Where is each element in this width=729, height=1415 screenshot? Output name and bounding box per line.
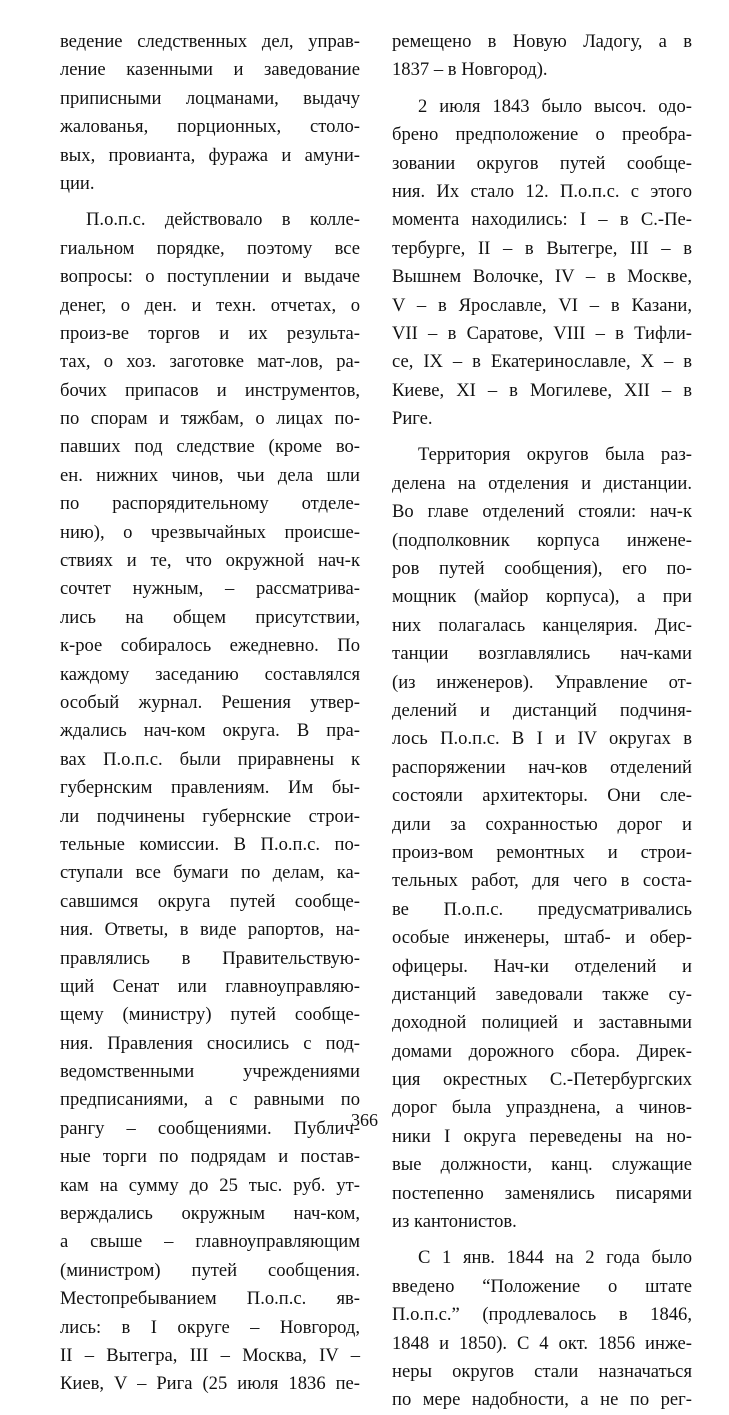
- text-line: них полагалась канцелярия. Дис-: [392, 614, 692, 636]
- text-line: щему (министру) путей сообще-: [60, 1004, 360, 1026]
- text-line: ствиях и те, что окружной нач-к: [60, 550, 360, 572]
- text-line: 1837 – в Новгород).: [392, 59, 548, 81]
- left-column: [60, 28, 360, 1399]
- text-line: нию), о чрезвычайных происше-: [60, 521, 360, 543]
- text-line: доходной полицией и заставными: [392, 1012, 692, 1034]
- text-line: по распорядительному отделе-: [60, 493, 360, 515]
- text-line: Вышнем Волочке, IV – в Москве,: [392, 266, 692, 288]
- text-line: танции возглавлялись нач-ками: [392, 643, 692, 665]
- text-line: предписаниями, а с равными по: [60, 1089, 360, 1111]
- text-line: мощник (майор корпуса), а при: [392, 586, 692, 608]
- text-line: вые должности, канц. служащие: [392, 1154, 692, 1176]
- text-line: дили за сохранностью дорог и: [392, 813, 692, 835]
- text-line: брено предположение о преобра-: [392, 124, 692, 146]
- text-line: Риге.: [392, 408, 433, 430]
- text-line: ведомственными учреждениями: [60, 1061, 360, 1083]
- text-line: Киев, V – Рига (25 июля 1836 пе-: [60, 1373, 360, 1395]
- text-line: (подполковник корпуса инжене-: [392, 529, 692, 551]
- text-line: ния. Ответы, в виде рапортов, на-: [60, 919, 360, 941]
- text-line: по спорам и тяжбам, о лицах по-: [60, 408, 360, 430]
- text-line: особый журнал. Решения утвер-: [60, 691, 360, 713]
- text-line: каждому заседанию составлялся: [60, 663, 360, 685]
- text-line: Киеве, XI – в Могилеве, XII – в: [392, 379, 692, 401]
- text-line: вах П.о.п.с. были приравнены к: [60, 748, 360, 770]
- page-number: 366: [351, 1110, 378, 1130]
- text-line: ждались нач-ком округа. В пра-: [60, 720, 360, 742]
- text-line: а свыше – главноуправляющим: [60, 1231, 360, 1253]
- text-line: ен. нижних чинов, чьи дела шли: [60, 464, 360, 486]
- text-line: по мере надобности, а не по рег-: [392, 1389, 692, 1411]
- text-line: ции.: [60, 172, 95, 194]
- text-line: произ-ве торгов и их результа-: [60, 322, 360, 344]
- text-line: правлялись в Правительствую-: [60, 947, 360, 969]
- text-line: постепенно заменялись писарями: [392, 1182, 692, 1204]
- text-line: домами дорожного сбора. Дирек-: [392, 1040, 692, 1062]
- text-line: ния. Правления сносились с под-: [60, 1032, 360, 1054]
- text-line: П.о.п.с. действовало в колле-: [86, 209, 360, 231]
- text-line: павших под следствие (кроме во-: [60, 436, 360, 458]
- text-line: тербурге, II – в Вытегре, III – в: [392, 237, 692, 259]
- text-line: щий Сенат или главноуправляю-: [60, 975, 360, 997]
- text-line: делений и дистанций подчиня-: [392, 699, 692, 721]
- text-line: лись: в I округе – Новгород,: [60, 1316, 360, 1338]
- text-line: ведение следственных дел, управ-: [60, 31, 360, 52]
- text-line: лись на общем присутствии,: [60, 606, 360, 628]
- text-line: зовании округов путей сообще-: [392, 152, 692, 174]
- text-line: из кантонистов.: [392, 1211, 517, 1233]
- text-line: савшимся округа путей сообще-: [60, 890, 360, 912]
- text-line: офицеры. Нач-ки отделений и: [392, 955, 692, 977]
- text-line: денег, о ден. и техн. отчетах, о: [60, 294, 360, 316]
- right-column: [392, 28, 692, 1415]
- text-line: кам на сумму до 25 тыс. руб. ут-: [60, 1174, 360, 1196]
- text-line: ные торги по подрядам и постав-: [60, 1146, 360, 1168]
- text-line: дорог была упразднена, а чинов-: [392, 1097, 692, 1119]
- text-line: к-рое собиралось ежедневно. По: [60, 635, 360, 657]
- text-line: неры округов стали назначаться: [392, 1360, 692, 1382]
- text-line: ве П.о.п.с. предусматривались: [392, 898, 692, 920]
- text-line: ция окрестных С.-Петербургских: [392, 1069, 692, 1091]
- text-line: II – Вытегра, III – Москва, IV –: [60, 1344, 360, 1366]
- text-line: ремещено в Новую Ладогу, а в: [392, 31, 692, 52]
- text-line: Во главе отделений стояли: нач-к: [392, 501, 692, 523]
- text-line: П.о.п.с.” (продлевалось в 1846,: [392, 1304, 692, 1326]
- text-line: ление казенными и заведование: [60, 59, 360, 81]
- text-line: ров путей сообщения), его по-: [392, 558, 692, 580]
- text-line: (из инженеров). Управление от-: [392, 671, 692, 693]
- text-line: тельных работ, для чего в соста-: [392, 870, 692, 892]
- text-line: введено “Положение о штате: [392, 1275, 692, 1297]
- text-line: верждались окружным нач-ком,: [60, 1203, 360, 1225]
- text-line: момента находились: I – в С.-Пе-: [392, 209, 692, 231]
- text-line: рангу – сообщениями. Публич-: [60, 1117, 360, 1139]
- text-line: С 1 янв. 1844 на 2 года было: [418, 1247, 692, 1269]
- text-line: ния. Их стало 12. П.о.п.с. с этого: [392, 180, 692, 202]
- text-line: Местопребыванием П.о.п.с. яв-: [60, 1288, 360, 1310]
- text-line: дистанций заведовали также су-: [392, 983, 692, 1005]
- text-line: губернским правлениям. Им бы-: [60, 777, 360, 799]
- text-line: гиальном порядке, поэтому все: [60, 237, 360, 259]
- text-line: особые инженеры, штаб- и обер-: [392, 927, 692, 949]
- text-line: ступали все бумаги по делам, ка-: [60, 862, 360, 884]
- text-line: вых, провианта, фуража и амуни-: [60, 144, 360, 166]
- text-line: жалованья, порционных, столо-: [60, 116, 360, 138]
- text-line: состояли архитекторы. Они сле-: [392, 785, 692, 807]
- text-line: 2 июля 1843 было высоч. одо-: [418, 95, 692, 117]
- text-line: V – в Ярославле, VI – в Казани,: [392, 294, 692, 316]
- text-line: вопросы: о поступлении и выдаче: [60, 266, 360, 288]
- text-line: VII – в Саратове, VIII – в Тифли-: [392, 322, 692, 344]
- text-line: делена на отделения и дистанции.: [392, 472, 692, 494]
- text-line: се, IX – в Екатеринославле, X – в: [392, 351, 692, 373]
- text-line: произ-вом ремонтных и строи-: [392, 841, 692, 863]
- text-line: приписными лоцманами, выдачу: [60, 87, 360, 109]
- text-line: (министром) путей сообщения.: [60, 1259, 360, 1281]
- text-line: бочих припасов и инструментов,: [60, 379, 360, 401]
- text-line: тах, о хоз. заготовке мат-лов, ра-: [60, 351, 360, 373]
- text-line: сочтет нужным, – рассматрива-: [60, 578, 360, 600]
- text-line: ники I округа переведены на но-: [392, 1125, 692, 1147]
- text-line: ли подчинены губернские строи-: [60, 805, 360, 827]
- text-line: Территория округов была раз-: [418, 444, 692, 466]
- text-line: распоряжении нач-ков отделений: [392, 756, 692, 778]
- text-line: лось П.о.п.с. В I и IV округах в: [392, 728, 692, 750]
- text-line: 1848 и 1850). С 4 окт. 1856 инже-: [392, 1332, 692, 1354]
- text-line: тельные комиссии. В П.о.п.с. по-: [60, 833, 360, 855]
